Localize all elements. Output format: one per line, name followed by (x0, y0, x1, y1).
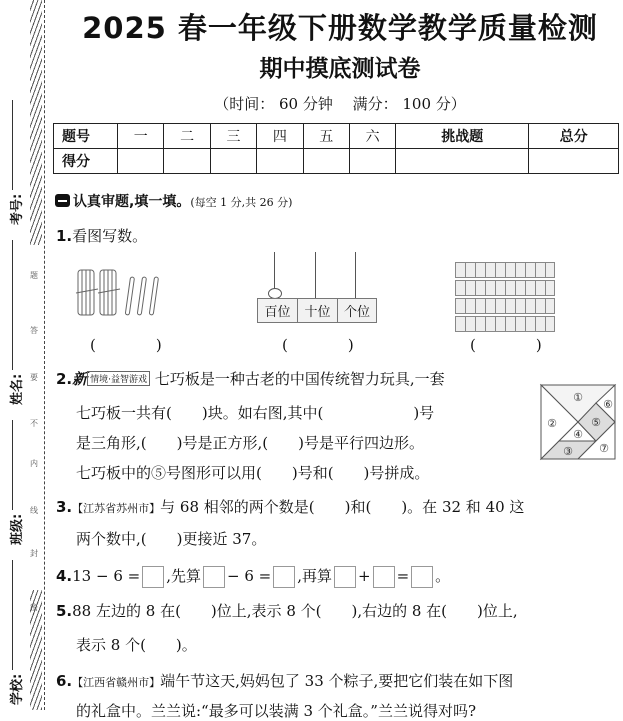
piece-label: ③ (563, 445, 573, 458)
question-number: 6. (56, 672, 73, 690)
score-cell[interactable] (118, 149, 164, 174)
question-text: 是三角形,( )号是正方形,( )号是平行四边形。 (76, 434, 424, 452)
name-label: 姓名: (10, 373, 25, 405)
expr: = (396, 567, 410, 585)
time-info: （时间： 60 分钟 满分： 100 分） (214, 95, 466, 113)
question-number: 1. (56, 227, 73, 245)
seal-char: 不 (30, 419, 38, 428)
question-text: 88 左边的 8 在( )位上,表示 8 个( ),右边的 8 在( )位上, (72, 602, 518, 620)
expr: ,先算 (166, 567, 201, 585)
cube-row (455, 316, 555, 332)
new-tag: 新 (72, 370, 88, 388)
cube-row (455, 280, 555, 296)
school-label: 学校: (10, 673, 25, 705)
section-note: (每空 1 分,共 26 分) (190, 196, 293, 209)
abacus-label: 十位 (298, 299, 338, 322)
question-6 (56, 670, 513, 691)
answer-blank[interactable]: ( ) (470, 336, 542, 354)
question-text: 七巧板是一种古老的中国传统智力玩具,一套 (154, 370, 445, 388)
score-cell[interactable] (529, 149, 619, 174)
answer-blank[interactable]: ( ) (282, 336, 354, 354)
seal-line (44, 0, 45, 710)
question-text: 两个数中,( )更接近 37。 (76, 530, 267, 548)
bundle-icon (98, 270, 120, 315)
cell: 得分 (54, 149, 118, 174)
question-text: 与 68 相邻的两个数是( )和( )。在 32 和 40 这 (160, 498, 525, 516)
blank-line (12, 240, 13, 370)
piece-label: ⑤ (591, 416, 601, 429)
section-1-header (55, 191, 292, 211)
cell: 总分 (529, 124, 619, 149)
piece-label: ① (573, 391, 583, 404)
blank-line (12, 560, 13, 670)
question-text: 七巧板一共有( )块。如右图,其中( )号 (76, 404, 435, 422)
hatch (30, 0, 42, 245)
score-cell[interactable] (396, 149, 529, 174)
seal-char: 题 (30, 271, 38, 280)
blank-line (12, 100, 13, 190)
piece-label: ④ (573, 428, 583, 441)
context-tag: 情境·益智游戏 (87, 371, 150, 386)
answer-box[interactable] (142, 566, 164, 588)
cube-row (455, 298, 555, 314)
score-header-row (54, 124, 619, 149)
answer-box[interactable] (411, 566, 433, 588)
cell: 六 (349, 124, 395, 149)
expr: 13 − 6 = (72, 567, 141, 585)
answer-box[interactable] (373, 566, 395, 588)
seal-char: 要 (30, 373, 38, 382)
page-subtitle: 期中摸底测试卷 (259, 56, 421, 82)
expr: − 6 = (227, 567, 272, 585)
cell: 一 (118, 124, 164, 149)
piece-label: ⑥ (603, 398, 613, 411)
section-title: 认真审题,填一填。 (73, 194, 191, 210)
score-table (53, 123, 619, 174)
tangram-diagram (540, 384, 616, 460)
question-2 (56, 368, 445, 389)
answer-blank[interactable]: ( ) (90, 336, 162, 354)
question-3 (56, 496, 524, 517)
question-text: 端午节这天,妈妈包了 33 个粽子,要把它们装在如下图 (160, 672, 514, 690)
question-4 (56, 565, 450, 588)
seal-char: 线 (30, 506, 38, 515)
expr: ,再算 (297, 567, 332, 585)
stick-icon (149, 277, 158, 315)
question-number: 5. (56, 602, 73, 620)
score-row (54, 149, 619, 174)
section-number-icon (55, 194, 70, 207)
question-text: 七巧板中的⑤号图形可以用( )号和( )号拼成。 (76, 464, 430, 482)
score-cell[interactable] (164, 149, 210, 174)
blank-line (12, 420, 13, 510)
cube-rows (455, 262, 555, 332)
question-1 (56, 225, 147, 246)
question-number: 2. (56, 370, 73, 388)
cell: 四 (257, 124, 303, 149)
cell: 五 (303, 124, 349, 149)
question-number: 4. (56, 567, 73, 585)
cell: 题号 (54, 124, 118, 149)
seal-char: 密 (30, 603, 38, 612)
expr: + (358, 567, 371, 585)
answer-box[interactable] (273, 566, 295, 588)
question-number: 3. (56, 498, 73, 516)
bundle-icon (76, 270, 98, 315)
piece-label: ⑦ (599, 442, 609, 455)
score-cell[interactable] (303, 149, 349, 174)
abacus-label: 百位 (258, 299, 298, 322)
question-5 (56, 600, 518, 621)
source-tag: 【江苏省苏州市】 (72, 502, 161, 515)
abacus (257, 250, 375, 322)
expr: 。 (435, 567, 451, 585)
stick-icon (137, 277, 146, 315)
seal-char: 封 (30, 549, 38, 558)
cube-row (455, 262, 555, 278)
question-text: 的礼盒中。兰兰说:“最多可以装满 3 个礼盒。”兰兰说得对吗? (76, 702, 477, 720)
abacus-label: 个位 (343, 305, 370, 320)
sticks-image (70, 265, 160, 325)
class-label: 班级: (10, 513, 25, 545)
question-text: 表示 8 个( )。 (76, 636, 197, 654)
score-cell[interactable] (257, 149, 303, 174)
cell: 二 (164, 124, 210, 149)
cell: 挑战题 (396, 124, 529, 149)
exam-number-label: 考号: (10, 193, 25, 225)
binding-strip (0, 0, 50, 710)
source-tag: 【江西省赣州市】 (72, 676, 161, 689)
score-cell[interactable] (349, 149, 395, 174)
answer-box[interactable] (334, 566, 356, 588)
page-title: 2025 春一年级下册数学教学质量检测 (82, 11, 598, 45)
cell: 三 (210, 124, 256, 149)
seal-char: 答 (30, 326, 38, 335)
stick-icon (125, 277, 134, 315)
question-text: 看图写数。 (72, 227, 148, 245)
score-cell[interactable] (210, 149, 256, 174)
piece-label: ② (547, 417, 557, 430)
answer-box[interactable] (203, 566, 225, 588)
seal-char: 内 (30, 459, 38, 468)
